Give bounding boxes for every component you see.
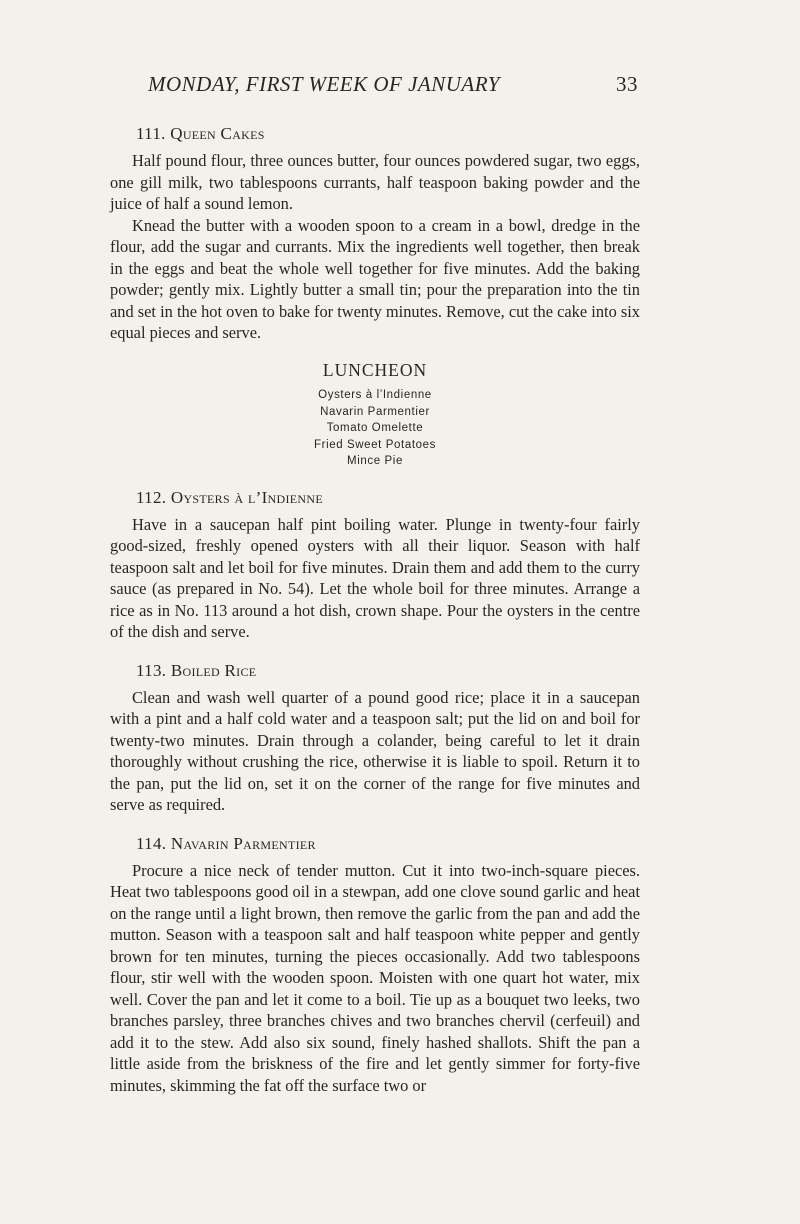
menu-item: Fried Sweet Potatoes	[314, 438, 436, 451]
recipe-paragraph: Clean and wash well quarter of a pound good rice; place it in a saucepan with a pint and a half cold water and a teaspoon salt; put the lid on and boil for twenty-two minutes. Drain through a colander, being careful to let it drain thoroughly without crushing the rice, otherwise it is liable to spoil. Return it to the pan, put the lid on, set it on the corner of the range for five minutes and serve as required.	[110, 687, 640, 814]
recipe-paragraph: Half pound flour, three ounces butter, four ounces powdered sugar, two eggs, one gill milk, two tablespoons currants, half teaspoon baking powder and the juice of half a sound lemon.	[110, 151, 640, 213]
running-title: MONDAY, FIRST WEEK OF JANUARY	[148, 72, 500, 96]
recipe-boiled-rice	[110, 659, 640, 816]
recipe-paragraph: Knead the butter with a wooden spoon to a cream in a bowl, dredge in the flour, add the sugar and currants. Mix the ingredients well together, then break in the eggs and beat the whole well together for five minutes. Add the baking powder; gently mix. Lightly butter a small tin; pour the preparation into the tin and set in the hot oven to bake for twenty minutes. Remove, cut the cake into six equal pieces and serve.	[110, 215, 640, 342]
menu-item: Tomato Omelette	[326, 422, 424, 434]
recipe-title: 111. Queen Cakes	[136, 124, 265, 143]
recipe-navarin-parmentier	[110, 832, 640, 1097]
recipe-title: 112. Oysters à l’Indienne	[136, 487, 323, 507]
luncheon-menu	[110, 360, 640, 470]
recipe-oysters-indienne	[110, 486, 640, 643]
menu-item: Mince Pie	[347, 455, 403, 467]
recipe-queen-cakes	[110, 122, 640, 344]
menu-title: LUNCHEON	[322, 359, 428, 380]
recipe-title: 113. Boiled Rice	[136, 660, 257, 680]
page-number: 33	[616, 72, 638, 96]
recipe-paragraph: Have in a saucepan half pint boiling water. Plunge in twenty-four fairly good-sized, freshly opened oysters with all their liquor. Season with half teaspoon salt and let boil for five minutes. Drain them and add them to the curry sauce (as prepared in No. 54). Let the whole boil for three minutes. Arrange a rice as in No. 113 around a hot dish, crown shape. Pour the oysters in the centre of the dish and serve.	[110, 514, 640, 641]
page-content	[110, 122, 640, 1112]
recipe-title: 114. Navarin Parmentier	[136, 833, 316, 853]
menu-item: Navarin Parmentier	[320, 405, 430, 418]
menu-item: Oysters à l’Indienne	[318, 389, 432, 401]
recipe-paragraph: Procure a nice neck of tender mutton. Cut it into two-inch-square pieces. Heat two tablespoons good oil in a stewpan, add one clove sound garlic and heat on the range until a light brown, then remove the garlic from the pan and add the mutton. Season with a teaspoon salt and half teaspoon white pepper and gently brown for ten minutes, turning the pieces occasionally. Add two tablespoons flour, stir well with the wooden spoon. Moisten with one quart hot water, mix well. Cover the pan and let it come to a boil. Tie up as a bouquet two leeks, two branches parsley, three branches chives and two branches chervil (cerfeuil) and add it to the stew. Add also six sound, finely hashed shallots. Shift the pan a little aside from the briskness of the fire and let gently simmer for forty-five minutes, skimming the fat off the surface two or	[110, 860, 640, 1095]
